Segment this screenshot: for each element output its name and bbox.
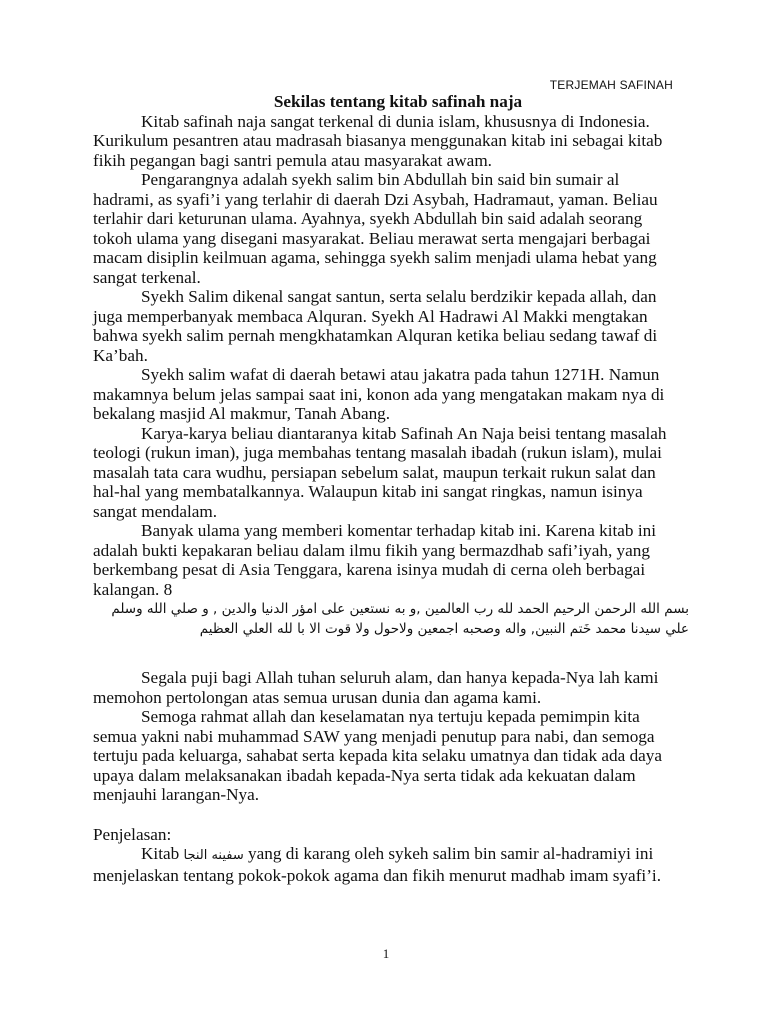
arabic-line: علي سيدنا محمد خَتم النبين, واله وصحبه اجمعين ولاحول ولا قوت الا با لله العلي العظيم (199, 621, 689, 637)
arabic-line: بسم الله الرحمن الرحيم الحمد لله رب العالمين ,و به نستعين على امؤر الدنيا والدين , و صلي الله وسلم (111, 601, 689, 617)
page-number: 1 (382, 946, 390, 961)
translation-salawat: Semoga rahmat allah dan keselamatan nya tertuju kepada pemimpin kita semua yakni nabi muhammad SAW yang menjadi penutup para nabi, dan semoga tertuju pada keluarga, sahabat serta kepada kita selaku umatnya dan tidak ada daya upaya dalam melaksanakan ibadah kepada-Nya serta tidak ada kekuatan dalam menjauhi larangan-Nya. (93, 707, 663, 804)
paragraph-intro: Kitab safinah naja sangat terkenal di dunia islam, khususnya di Indonesia. Kurikulum pesantren atau madrasah biasanya menggunakan kitab ini sebagai kitab fikih pegangan bagi santri pemula atau masyarakat awam. (93, 111, 663, 170)
document-title: Sekilas tentang kitab safinah naja (273, 92, 523, 111)
paragraph-author: Pengarangnya adalah syekh salim bin Abdullah bin said bin sumair al hadrami, as syafi’i yang terlahir di daerah Dzi Asybah, Hadramaut, yaman. Beliau terlahir dari keturunan ulama. Ayahnya, syekh Abdullah bin said adalah seorang tokoh ulama yang disegani masyarakat. Beliau merawat serta mengajari berbagai macam disiplin keilmuan agama, sehingga syekh salim menjadi ulama hebat yang sangat terkenal. (93, 170, 658, 287)
spacer (93, 805, 683, 825)
translation-praise: Segala puji bagi Allah tuhan seluruh alam, dan hanya kepada-Nya lah kami memohon pertolongan atas semua urusan dunia dan agama kami. (93, 668, 659, 707)
paragraph-commentary: Banyak ulama yang memberi komentar terhadap kitab ini. Karena kitab ini adalah bukti kepakaran beliau dalam ilmu fikih yang bermazdhab safi’iyah, yang berkembang pesat di Asia Tenggara, karena isinya mudah di cerna oleh berbagai kalangan. 8 (93, 521, 656, 599)
paragraph-death: Syekh salim wafat di daerah betawi atau jakatra pada tahun 1271H. Namun makamnya belum jelas sampai saat ini, konon ada yang mengatakan makam nya di bekalang masjid Al makmur, Tanah Abang. (93, 365, 665, 423)
paragraph-works: Karya-karya beliau diantaranya kitab Safinah An Naja beisi tentang masalah teologi (rukun iman), juga membahas tentang masalah ibadah (rukun islam), mulai masalah tata cara wudhu, persiapan sebelum salat, maupun terkait rukun salat dan hal-hal yang membatalkannya. Walaupun kitab ini sangat ringkas, namun isinya sangat mendalam. (93, 423, 667, 521)
arabic-book-title: سفينه النجا (183, 848, 244, 863)
explanation-text-start: Kitab (141, 844, 184, 863)
explanation-text-end: yang di karang oleh sykeh salim bin samir al-hadramiyi ini menjelaskan tentang pokok-pokok agama dan fikih menurut madhab imam syafi’i. (93, 844, 661, 885)
running-header: TERJEMAH SAFINAH (549, 78, 673, 92)
explanation-paragraph (93, 844, 683, 885)
page-content (93, 92, 689, 885)
arabic-opening (93, 599, 689, 639)
explanation-heading: Penjelasan: (93, 824, 172, 844)
paragraph-character: Syekh Salim dikenal sangat santun, serta selalu berdzikir kepada allah, dan juga memperbanyak membaca Alquran. Syekh Al Hadrawi Al Makki mengtakan bahwa syekh salim pernah mengkhatamkan Alquran ketika beliau sedang tawaf di Ka’bah. (93, 287, 658, 365)
spacer (93, 639, 683, 668)
